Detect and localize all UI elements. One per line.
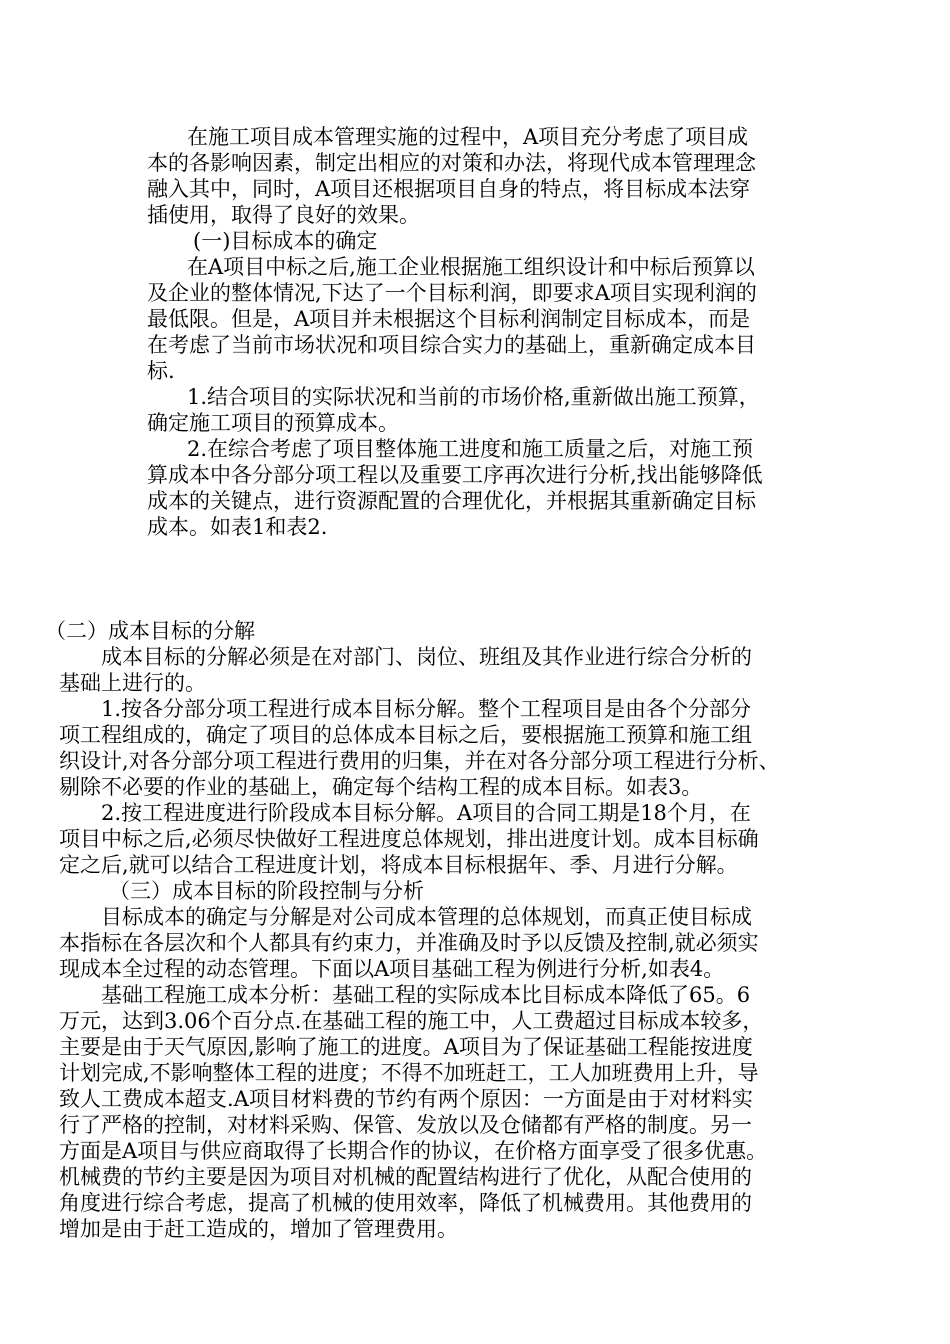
section-heading: (一)目标成本的确定 bbox=[193, 229, 378, 253]
paragraph-line: 2.在综合考虑了项目整体施工进度和施工质量之后，对施工预 bbox=[187, 437, 754, 461]
top-text-block bbox=[147, 124, 837, 540]
paragraph-line: 项工程组成的，确定了项目的总体成本目标之后，要根据施工预算和施工组 bbox=[59, 723, 752, 747]
paragraph-line: 基础工程施工成本分析：基础工程的实际成本比目标成本降低了65。6 bbox=[101, 983, 751, 1007]
paragraph-line: 计划完成,不影响整体工程的进度；不得不加班赶工，工人加班费用上升，导 bbox=[59, 1061, 759, 1085]
paragraph-line: 1.按各分部分项工程进行成本目标分解。整个工程项目是由各个分部分 bbox=[101, 697, 752, 721]
bottom-text-block bbox=[45, 618, 925, 1242]
paragraph-line: 最低限。但是，A项目并未根据这个目标利润制定目标成本，而是 bbox=[147, 307, 751, 331]
paragraph-line: 成本。如表1和表2. bbox=[147, 515, 328, 539]
paragraph-line: 增加是由于赶工造成的，增加了管理费用。 bbox=[59, 1217, 458, 1241]
paragraph-line: 成本的关键点，进行资源配置的合理优化，并根据其重新确定目标 bbox=[147, 489, 756, 513]
paragraph-line: 项目中标之后,必须尽快做好工程进度总体规划，排出进度计划。成本目标确 bbox=[59, 827, 759, 851]
paragraph-line: 确定施工项目的预算成本。 bbox=[147, 411, 399, 435]
paragraph-line: 及企业的整体情况,下达了一个目标利润，即要求A项目实现利润的 bbox=[147, 281, 757, 305]
paragraph-line: 1.结合项目的实际状况和当前的市场价格,重新做出施工预算， bbox=[187, 385, 760, 409]
paragraph-line: 剔除不必要的作业的基础上，确定每个结构工程的成本目标。如表3。 bbox=[59, 775, 703, 799]
paragraph-line: 现成本全过程的动态管理。下面以A项目基础工程为例进行分析,如表4。 bbox=[59, 957, 725, 981]
paragraph-line: 融入其中，同时，A项目还根据项目自身的特点，将目标成本法穿 bbox=[147, 177, 751, 201]
paragraph-line: 在施工项目成本管理实施的过程中，A项目充分考虑了项目成 bbox=[187, 125, 749, 149]
paragraph-line: 算成本中各分部分项工程以及重要工序再次进行分析,找出能够降低 bbox=[147, 463, 763, 487]
section-heading: （二）成本目标的分解 bbox=[45, 619, 255, 643]
paragraph-line: 2.按工程进度进行阶段成本目标分解。A项目的合同工期是18个月，在 bbox=[101, 801, 751, 825]
paragraph-line: 万元，达到3.06个百分点.在基础工程的施工中，人工费超过目标成本较多， bbox=[59, 1009, 764, 1033]
paragraph-line: 基础上进行的。 bbox=[59, 671, 206, 695]
paragraph-line: 方面是A项目与供应商取得了长期合作的协议，在价格方面享受了很多优惠。 bbox=[59, 1139, 768, 1163]
section-heading: （三）成本目标的阶段控制与分析 bbox=[109, 879, 424, 903]
paragraph-line: 致人工费成本超支.A项目材料费的节约有两个原因：一方面是由于对材料实 bbox=[59, 1087, 753, 1111]
paragraph-line: 插使用，取得了良好的效果。 bbox=[147, 203, 420, 227]
paragraph-line: 主要是由于天气原因,影响了施工的进度。A项目为了保证基础工程能按进度 bbox=[59, 1035, 753, 1059]
paragraph-line: 在A项目中标之后,施工企业根据施工组织设计和中标后预算以 bbox=[187, 255, 755, 279]
paragraph-line: 定之后,就可以结合工程进度计划，将成本目标根据年、季、月进行分解。 bbox=[59, 853, 738, 877]
paragraph-line: 标. bbox=[147, 359, 175, 383]
paragraph-line: 行了严格的控制，对材料采购、保管、发放以及仓储都有严格的制度。另一 bbox=[59, 1113, 752, 1137]
paragraph-line: 本的各影响因素，制定出相应的对策和办法，将现代成本管理理念 bbox=[147, 151, 756, 175]
paragraph-line: 机械费的节约主要是因为项目对机械的配置结构进行了优化，从配合使用的 bbox=[59, 1165, 752, 1189]
paragraph-line: 目标成本的确定与分解是对公司成本管理的总体规划，而真正使目标成 bbox=[101, 905, 752, 929]
paragraph-line: 织设计,对各分部分项工程进行费用的归集，并在对各分部分项工程进行分析、 bbox=[59, 749, 780, 773]
paragraph-line: 角度进行综合考虑，提高了机械的使用效率，降低了机械费用。其他费用的 bbox=[59, 1191, 752, 1215]
paragraph-line: 成本目标的分解必须是在对部门、岗位、班组及其作业进行综合分析的 bbox=[101, 645, 752, 669]
paragraph-line: 在考虑了当前市场状况和项目综合实力的基础上，重新确定成本目 bbox=[147, 333, 756, 357]
paragraph-line: 本指标在各层次和个人都具有约束力，并准确及时予以反馈及控制,就必须实 bbox=[59, 931, 759, 955]
